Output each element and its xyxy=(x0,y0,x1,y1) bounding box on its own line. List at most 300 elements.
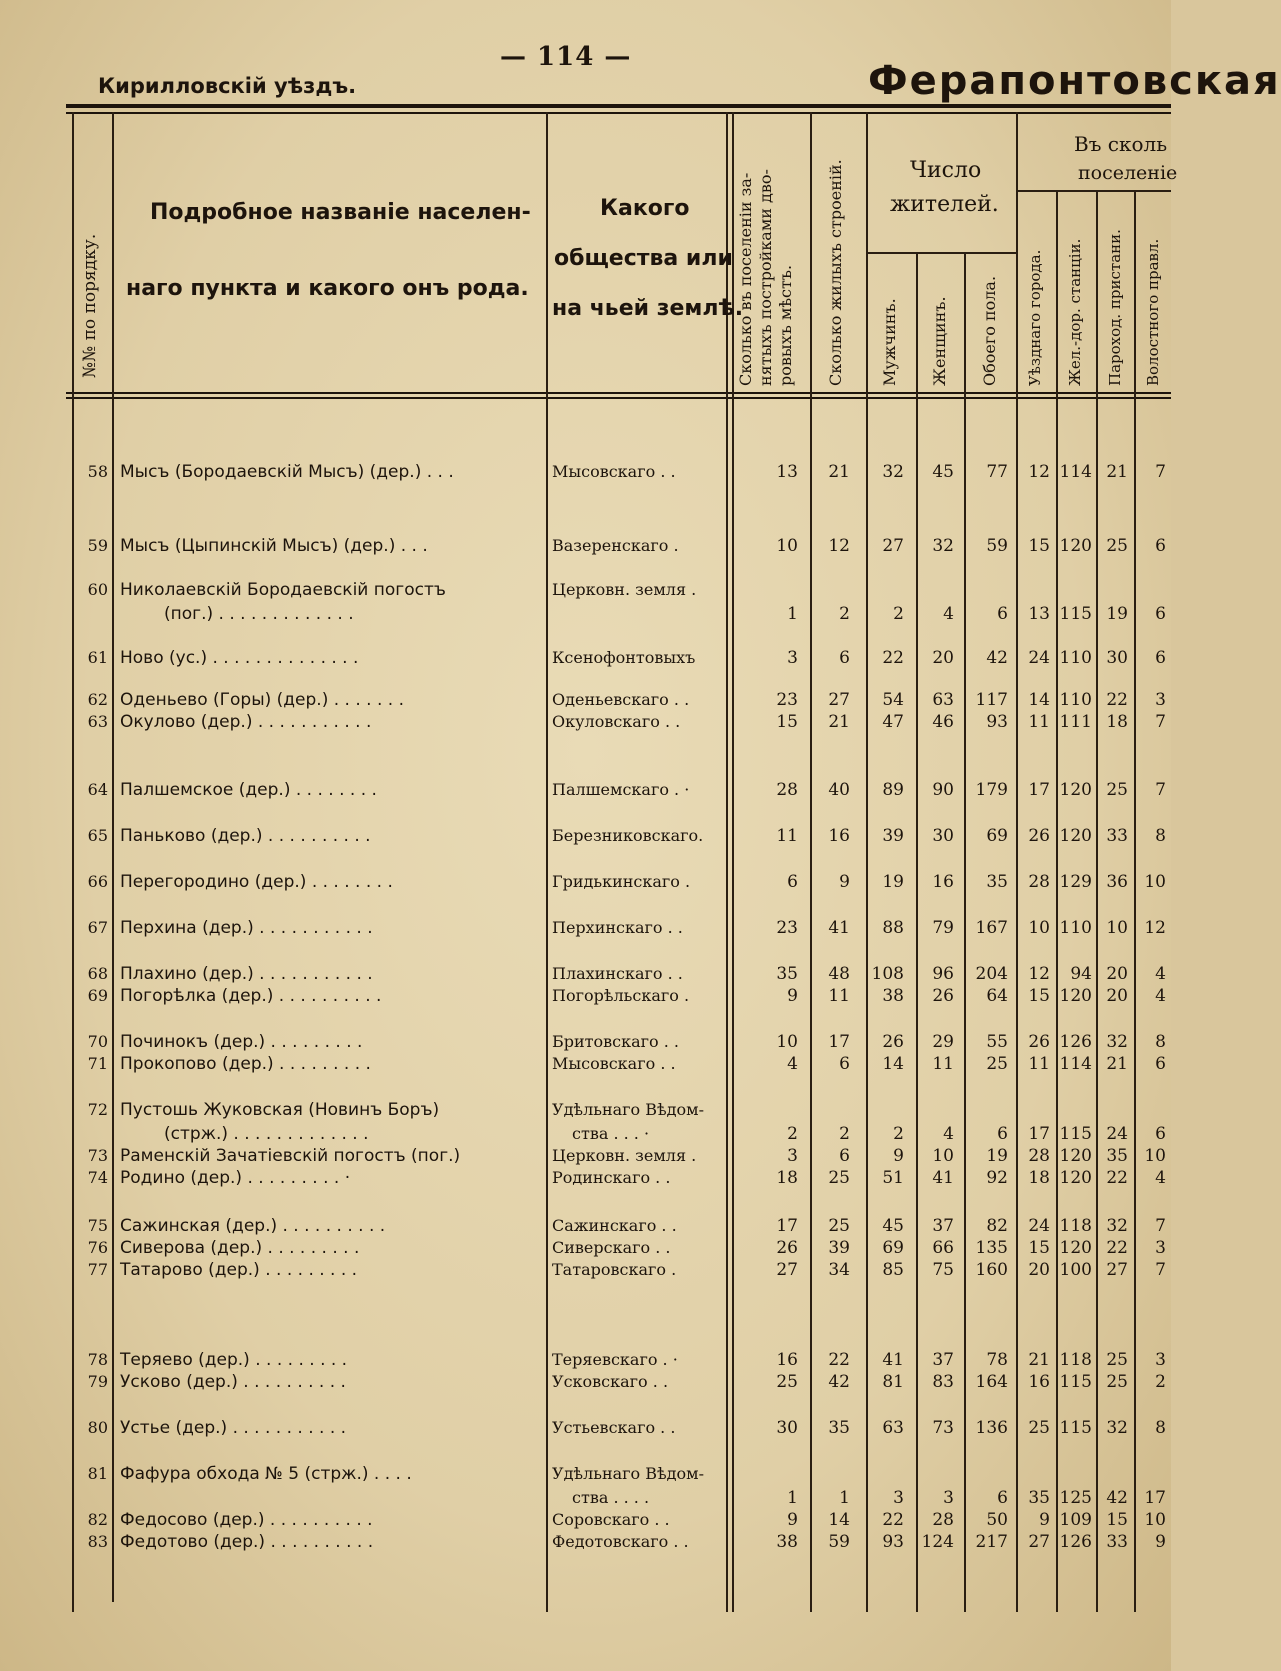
cell-plots: 23 xyxy=(776,690,798,710)
cell-rail: 120 xyxy=(1059,780,1092,800)
col-header-society-3: на чьей землѣ. xyxy=(552,296,744,321)
cell-town: 20 xyxy=(1028,1260,1050,1280)
col-header-both: Обоего пола. xyxy=(980,275,999,386)
cell-rail: 94 xyxy=(1070,964,1092,984)
cell-female: 16 xyxy=(932,872,954,892)
row-number: 69 xyxy=(87,986,108,1005)
cell-pier: 25 xyxy=(1106,536,1128,556)
society-name: Федотовскаго . . xyxy=(552,1532,689,1551)
cell-town: 15 xyxy=(1028,536,1050,556)
cell-male: 88 xyxy=(882,918,904,938)
cell-buildings: 34 xyxy=(828,1260,850,1280)
cell-female: 96 xyxy=(932,964,954,984)
cell-male: 51 xyxy=(882,1168,904,1188)
col-header-name-2: наго пункта и какого онъ рода. xyxy=(126,276,529,301)
row-number: 70 xyxy=(87,1032,108,1051)
cell-town: 28 xyxy=(1028,872,1050,892)
row-number: 77 xyxy=(87,1260,108,1279)
society-name: Окуловскаго . . xyxy=(552,712,681,731)
cell-both: 6 xyxy=(997,604,1008,624)
settlement-name: Починокъ (дер.) . . . . . . . . . xyxy=(120,1032,363,1052)
cell-board: 4 xyxy=(1155,1168,1166,1188)
society-name: Гридькинскаго . xyxy=(552,872,691,891)
society-name: Соровскаго . . xyxy=(552,1510,670,1529)
cell-town: 18 xyxy=(1028,1168,1050,1188)
cell-plots: 15 xyxy=(776,712,798,732)
cell-both: 59 xyxy=(986,536,1008,556)
cell-buildings: 40 xyxy=(828,780,850,800)
settlement-name: Пустошь Жуковская (Новинъ Боръ) xyxy=(120,1100,440,1120)
society-name: Вазеренскаго . xyxy=(552,536,679,555)
row-number: 74 xyxy=(87,1168,108,1187)
cell-plots: 27 xyxy=(776,1260,798,1280)
cell-rail: 118 xyxy=(1059,1216,1092,1236)
cell-board: 8 xyxy=(1155,1032,1166,1052)
cell-pier: 22 xyxy=(1106,690,1128,710)
cell-plots: 10 xyxy=(776,536,798,556)
cell-plots: 28 xyxy=(776,780,798,800)
settlement-name: Федотово (дер.) . . . . . . . . . . xyxy=(120,1532,374,1552)
cell-male: 32 xyxy=(882,462,904,482)
col-line xyxy=(732,112,734,1612)
settlement-name: Окулово (дер.) . . . . . . . . . . . xyxy=(120,712,372,732)
cell-pier: 18 xyxy=(1106,712,1128,732)
cell-town: 9 xyxy=(1039,1510,1050,1530)
society-name: Усковскаго . . xyxy=(552,1372,669,1391)
cell-rail: 115 xyxy=(1059,604,1092,624)
cell-board: 7 xyxy=(1155,780,1166,800)
inhabitants-subrule xyxy=(866,252,1016,254)
society-name: Удѣльнаго Вѣдом- xyxy=(552,1100,704,1119)
cell-board: 9 xyxy=(1155,1532,1166,1552)
cell-plots: 17 xyxy=(776,1216,798,1236)
cell-pier: 32 xyxy=(1106,1216,1128,1236)
cell-female: 37 xyxy=(932,1216,954,1236)
cell-male: 2 xyxy=(893,1124,904,1144)
settlement-name: Теряево (дер.) . . . . . . . . . xyxy=(120,1350,348,1370)
cell-town: 27 xyxy=(1028,1532,1050,1552)
col-header-society-2: общества или xyxy=(554,246,733,271)
cell-rail: 126 xyxy=(1059,1032,1092,1052)
cell-board: 7 xyxy=(1155,1260,1166,1280)
cell-rail: 114 xyxy=(1059,1054,1092,1074)
cell-town: 25 xyxy=(1028,1418,1050,1438)
cell-buildings: 21 xyxy=(828,462,850,482)
cell-buildings: 41 xyxy=(828,918,850,938)
settlement-name-cont: (пог.) . . . . . . . . . . . . . xyxy=(164,604,354,624)
col-header-female: Женщинъ. xyxy=(930,296,949,386)
col-header-pier: Пароход. пристани. xyxy=(1106,229,1124,386)
cell-town: 26 xyxy=(1028,1032,1050,1052)
row-number: 60 xyxy=(87,580,108,599)
cell-rail: 109 xyxy=(1059,1510,1092,1530)
volost-title: Ферапонтовская xyxy=(868,58,1281,104)
cell-pier: 21 xyxy=(1106,462,1128,482)
cell-pier: 22 xyxy=(1106,1168,1128,1188)
row-number: 78 xyxy=(87,1350,108,1369)
cell-pier: 15 xyxy=(1106,1510,1128,1530)
cell-male: 93 xyxy=(882,1532,904,1552)
settlement-name: Плахино (дер.) . . . . . . . . . . . xyxy=(120,964,373,984)
cell-town: 17 xyxy=(1028,1124,1050,1144)
settlement-name: Фафура обхода № 5 (стрж.) . . . . xyxy=(120,1464,412,1484)
row-number: 62 xyxy=(87,690,108,709)
cell-board: 10 xyxy=(1144,872,1166,892)
cell-board: 17 xyxy=(1144,1488,1166,1508)
cell-rail: 120 xyxy=(1059,536,1092,556)
cell-both: 42 xyxy=(986,648,1008,668)
cell-buildings: 1 xyxy=(839,1488,850,1508)
cell-town: 11 xyxy=(1028,712,1050,732)
col-header-no: №№ по порядку. xyxy=(80,233,100,378)
row-number: 83 xyxy=(87,1532,108,1551)
cell-both: 25 xyxy=(986,1054,1008,1074)
cell-town: 26 xyxy=(1028,826,1050,846)
cell-female: 37 xyxy=(932,1350,954,1370)
settlement-name: Устье (дер.) . . . . . . . . . . . xyxy=(120,1418,347,1438)
cell-town: 12 xyxy=(1028,462,1050,482)
settlement-name: Мысъ (Цыпинскій Мысъ) (дер.) . . . xyxy=(120,536,428,556)
col-header-society-1: Какого xyxy=(600,196,690,221)
cell-pier: 20 xyxy=(1106,964,1128,984)
cell-buildings: 11 xyxy=(828,986,850,1006)
row-number: 65 xyxy=(87,826,108,845)
society-name: Березниковскаго. xyxy=(552,826,704,845)
col-header-plots-1: Сколько въ поселеніи за- xyxy=(736,172,755,386)
cell-board: 6 xyxy=(1155,536,1166,556)
cell-board: 6 xyxy=(1155,1054,1166,1074)
cell-female: 26 xyxy=(932,986,954,1006)
cell-both: 82 xyxy=(986,1216,1008,1236)
society-name: Бритовскаго . . xyxy=(552,1032,680,1051)
cell-board: 6 xyxy=(1155,1124,1166,1144)
cell-town: 16 xyxy=(1028,1372,1050,1392)
cell-both: 78 xyxy=(986,1350,1008,1370)
society-name: Плахинскаго . . xyxy=(552,964,683,983)
row-number: 66 xyxy=(87,872,108,891)
cell-female: 45 xyxy=(932,462,954,482)
cell-female: 73 xyxy=(932,1418,954,1438)
cell-female: 4 xyxy=(943,1124,954,1144)
cell-rail: 129 xyxy=(1059,872,1092,892)
col-line xyxy=(112,112,114,1602)
cell-plots: 9 xyxy=(787,986,798,1006)
cell-plots: 23 xyxy=(776,918,798,938)
society-name: Удѣльнаго Вѣдом- xyxy=(552,1464,704,1483)
cell-pier: 33 xyxy=(1106,1532,1128,1552)
society-name: Родинскаго . . xyxy=(552,1168,671,1187)
col-line xyxy=(1096,190,1098,1612)
cell-buildings: 25 xyxy=(828,1168,850,1188)
col-line xyxy=(546,112,548,1612)
row-number: 58 xyxy=(87,462,108,481)
cell-female: 3 xyxy=(943,1488,954,1508)
cell-female: 30 xyxy=(932,826,954,846)
cell-rail: 120 xyxy=(1059,1146,1092,1166)
cell-pier: 25 xyxy=(1106,780,1128,800)
cell-board: 6 xyxy=(1155,648,1166,668)
cell-male: 54 xyxy=(882,690,904,710)
cell-male: 2 xyxy=(893,604,904,624)
top-rule-thin xyxy=(66,112,1171,114)
cell-plots: 35 xyxy=(776,964,798,984)
cell-female: 46 xyxy=(932,712,954,732)
cell-pier: 32 xyxy=(1106,1032,1128,1052)
cell-plots: 16 xyxy=(776,1350,798,1370)
cell-both: 136 xyxy=(975,1418,1008,1438)
cell-male: 9 xyxy=(893,1146,904,1166)
cell-buildings: 6 xyxy=(839,1054,850,1074)
settlement-name: Николаевскій Бородаевскій погостъ xyxy=(120,580,446,600)
cell-rail: 125 xyxy=(1059,1488,1092,1508)
society-name: Ксенофонтовыхъ xyxy=(552,648,696,667)
row-number: 72 xyxy=(87,1100,108,1119)
row-number: 73 xyxy=(87,1146,108,1165)
cell-female: 66 xyxy=(932,1238,954,1258)
settlement-name: Усково (дер.) . . . . . . . . . . xyxy=(120,1372,346,1392)
row-number: 63 xyxy=(87,712,108,731)
society-name: Погорѣльскаго . xyxy=(552,986,690,1005)
cell-buildings: 17 xyxy=(828,1032,850,1052)
settlement-name: Татарово (дер.) . . . . . . . . . xyxy=(120,1260,358,1280)
col-header-plots-3: ровыхъ мѣстъ. xyxy=(776,264,795,386)
row-number: 71 xyxy=(87,1054,108,1073)
cell-female: 10 xyxy=(932,1146,954,1166)
cell-pier: 10 xyxy=(1106,918,1128,938)
settlement-name-cont: (стрж.) . . . . . . . . . . . . . xyxy=(164,1124,369,1144)
settlement-name: Сажинская (дер.) . . . . . . . . . . xyxy=(120,1216,386,1236)
cell-both: 164 xyxy=(975,1372,1008,1392)
cell-male: 63 xyxy=(882,1418,904,1438)
col-line xyxy=(1056,190,1058,1612)
cell-female: 4 xyxy=(943,604,954,624)
cell-pier: 35 xyxy=(1106,1146,1128,1166)
cell-board: 7 xyxy=(1155,1216,1166,1236)
cell-both: 93 xyxy=(986,712,1008,732)
cell-male: 85 xyxy=(882,1260,904,1280)
cell-buildings: 25 xyxy=(828,1216,850,1236)
cell-both: 179 xyxy=(975,780,1008,800)
cell-town: 12 xyxy=(1028,964,1050,984)
cell-plots: 11 xyxy=(776,826,798,846)
cell-rail: 115 xyxy=(1059,1418,1092,1438)
cell-plots: 26 xyxy=(776,1238,798,1258)
row-number: 64 xyxy=(87,780,108,799)
cell-pier: 32 xyxy=(1106,1418,1128,1438)
row-number: 68 xyxy=(87,964,108,983)
settlement-name: Оденьево (Горы) (дер.) . . . . . . . xyxy=(120,690,404,710)
cell-both: 6 xyxy=(997,1488,1008,1508)
cell-both: 69 xyxy=(986,826,1008,846)
col-header-buildings: Сколько жилыхъ строеній. xyxy=(826,159,845,386)
cell-pier: 33 xyxy=(1106,826,1128,846)
settlement-name: Перегородино (дер.) . . . . . . . . xyxy=(120,872,393,892)
cell-town: 28 xyxy=(1028,1146,1050,1166)
cell-board: 3 xyxy=(1155,1350,1166,1370)
cell-board: 6 xyxy=(1155,604,1166,624)
cell-buildings: 6 xyxy=(839,1146,850,1166)
cell-buildings: 6 xyxy=(839,648,850,668)
row-number: 81 xyxy=(87,1464,108,1483)
cell-rail: 111 xyxy=(1059,712,1092,732)
cell-board: 10 xyxy=(1144,1146,1166,1166)
cell-both: 19 xyxy=(986,1146,1008,1166)
cell-both: 204 xyxy=(975,964,1008,984)
cell-both: 92 xyxy=(986,1168,1008,1188)
cell-male: 81 xyxy=(882,1372,904,1392)
row-number: 61 xyxy=(87,648,108,667)
cell-board: 3 xyxy=(1155,690,1166,710)
header-bottom-rule-thin xyxy=(66,397,1171,399)
cell-buildings: 21 xyxy=(828,712,850,732)
cell-buildings: 9 xyxy=(839,872,850,892)
cell-board: 4 xyxy=(1155,964,1166,984)
cell-rail: 118 xyxy=(1059,1350,1092,1370)
cell-buildings: 2 xyxy=(839,1124,850,1144)
cell-board: 4 xyxy=(1155,986,1166,1006)
cell-male: 39 xyxy=(882,826,904,846)
cell-buildings: 16 xyxy=(828,826,850,846)
settlement-name: Палшемское (дер.) . . . . . . . . xyxy=(120,780,377,800)
cell-buildings: 22 xyxy=(828,1350,850,1370)
cell-male: 89 xyxy=(882,780,904,800)
cell-male: 69 xyxy=(882,1238,904,1258)
col-header-rail: Жел.-дор. станціи. xyxy=(1066,238,1084,386)
cell-male: 26 xyxy=(882,1032,904,1052)
cell-both: 50 xyxy=(986,1510,1008,1530)
cell-plots: 3 xyxy=(787,1146,798,1166)
settlement-name: Сиверова (дер.) . . . . . . . . . xyxy=(120,1238,360,1258)
settlement-name: Мысъ (Бородаевскій Мысъ) (дер.) . . . xyxy=(120,462,454,482)
cell-buildings: 12 xyxy=(828,536,850,556)
society-name: Устьевскаго . . xyxy=(552,1418,676,1437)
cell-both: 64 xyxy=(986,986,1008,1006)
cell-male: 22 xyxy=(882,648,904,668)
cell-plots: 30 xyxy=(776,1418,798,1438)
row-number: 75 xyxy=(87,1216,108,1235)
cell-rail: 120 xyxy=(1059,986,1092,1006)
cell-female: 63 xyxy=(932,690,954,710)
cell-board: 7 xyxy=(1155,462,1166,482)
settlement-name: Прокопово (дер.) . . . . . . . . . xyxy=(120,1054,371,1074)
society-name: Мысовскаго . . xyxy=(552,1054,676,1073)
cell-rail: 110 xyxy=(1059,918,1092,938)
cell-town: 11 xyxy=(1028,1054,1050,1074)
society-name: Татаровскаго . xyxy=(552,1260,677,1279)
cell-town: 15 xyxy=(1028,1238,1050,1258)
cell-pier: 36 xyxy=(1106,872,1128,892)
cell-plots: 18 xyxy=(776,1168,798,1188)
cell-male: 14 xyxy=(882,1054,904,1074)
cell-town: 10 xyxy=(1028,918,1050,938)
cell-buildings: 59 xyxy=(828,1532,850,1552)
cell-female: 83 xyxy=(932,1372,954,1392)
cell-male: 3 xyxy=(893,1488,904,1508)
cell-pier: 21 xyxy=(1106,1054,1128,1074)
cell-town: 24 xyxy=(1028,648,1050,668)
society-name: Сиверскаго . . xyxy=(552,1238,671,1257)
cell-rail: 115 xyxy=(1059,1124,1092,1144)
col-header-plots-2: нятыхъ постройками дво- xyxy=(756,169,775,386)
page-number: — 114 — xyxy=(500,42,632,72)
cell-plots: 25 xyxy=(776,1372,798,1392)
col-header-distance-1: Въ сколь xyxy=(1074,132,1168,156)
cell-town: 13 xyxy=(1028,604,1050,624)
cell-pier: 25 xyxy=(1106,1350,1128,1370)
row-number: 79 xyxy=(87,1372,108,1391)
col-line xyxy=(726,112,728,1612)
cell-both: 160 xyxy=(975,1260,1008,1280)
settlement-name: Погорѣлка (дер.) . . . . . . . . . . xyxy=(120,986,382,1006)
cell-rail: 115 xyxy=(1059,1372,1092,1392)
settlement-name: Раменскій Зачатіевскій погостъ (пог.) xyxy=(120,1146,461,1166)
cell-board: 3 xyxy=(1155,1238,1166,1258)
col-header-distance-2: поселеніе xyxy=(1078,162,1178,184)
cell-buildings: 27 xyxy=(828,690,850,710)
cell-board: 7 xyxy=(1155,712,1166,732)
cell-both: 117 xyxy=(975,690,1008,710)
row-number: 80 xyxy=(87,1418,108,1437)
top-rule xyxy=(66,104,1171,108)
cell-female: 11 xyxy=(932,1054,954,1074)
cell-rail: 114 xyxy=(1059,462,1092,482)
cell-female: 29 xyxy=(932,1032,954,1052)
col-header-inhabitants-1: Число xyxy=(910,158,982,183)
cell-both: 167 xyxy=(975,918,1008,938)
cell-rail: 100 xyxy=(1059,1260,1092,1280)
cell-pier: 19 xyxy=(1106,604,1128,624)
cell-buildings: 42 xyxy=(828,1372,850,1392)
cell-plots: 2 xyxy=(787,1124,798,1144)
cell-pier: 42 xyxy=(1106,1488,1128,1508)
cell-plots: 9 xyxy=(787,1510,798,1530)
cell-pier: 22 xyxy=(1106,1238,1128,1258)
cell-male: 41 xyxy=(882,1350,904,1370)
district-title: Кирилловскій уѣздъ. xyxy=(98,74,357,98)
cell-both: 6 xyxy=(997,1124,1008,1144)
cell-female: 90 xyxy=(932,780,954,800)
cell-male: 22 xyxy=(882,1510,904,1530)
col-header-name-1: Подробное названіе населен- xyxy=(150,200,531,225)
cell-plots: 10 xyxy=(776,1032,798,1052)
cell-board: 10 xyxy=(1144,1510,1166,1530)
settlement-name: Родино (дер.) . . . . . . . . . · xyxy=(120,1168,351,1188)
cell-buildings: 2 xyxy=(839,604,850,624)
settlement-name: Паньково (дер.) . . . . . . . . . . xyxy=(120,826,371,846)
cell-male: 108 xyxy=(871,964,904,984)
cell-rail: 110 xyxy=(1059,648,1092,668)
society-name: Церковн. земля . xyxy=(552,580,697,599)
cell-town: 14 xyxy=(1028,690,1050,710)
cell-both: 135 xyxy=(975,1238,1008,1258)
cell-rail: 126 xyxy=(1059,1532,1092,1552)
cell-plots: 38 xyxy=(776,1532,798,1552)
cell-board: 8 xyxy=(1155,826,1166,846)
society-name: Теряевскаго . · xyxy=(552,1350,678,1369)
cell-male: 19 xyxy=(882,872,904,892)
col-header-board: Волостного правл. xyxy=(1144,238,1162,386)
cell-pier: 24 xyxy=(1106,1124,1128,1144)
cell-male: 47 xyxy=(882,712,904,732)
distance-subrule xyxy=(1016,190,1171,192)
row-number: 67 xyxy=(87,918,108,937)
cell-town: 15 xyxy=(1028,986,1050,1006)
cell-buildings: 35 xyxy=(828,1418,850,1438)
cell-female: 124 xyxy=(921,1532,954,1552)
cell-board: 8 xyxy=(1155,1418,1166,1438)
cell-pier: 20 xyxy=(1106,986,1128,1006)
cell-male: 38 xyxy=(882,986,904,1006)
